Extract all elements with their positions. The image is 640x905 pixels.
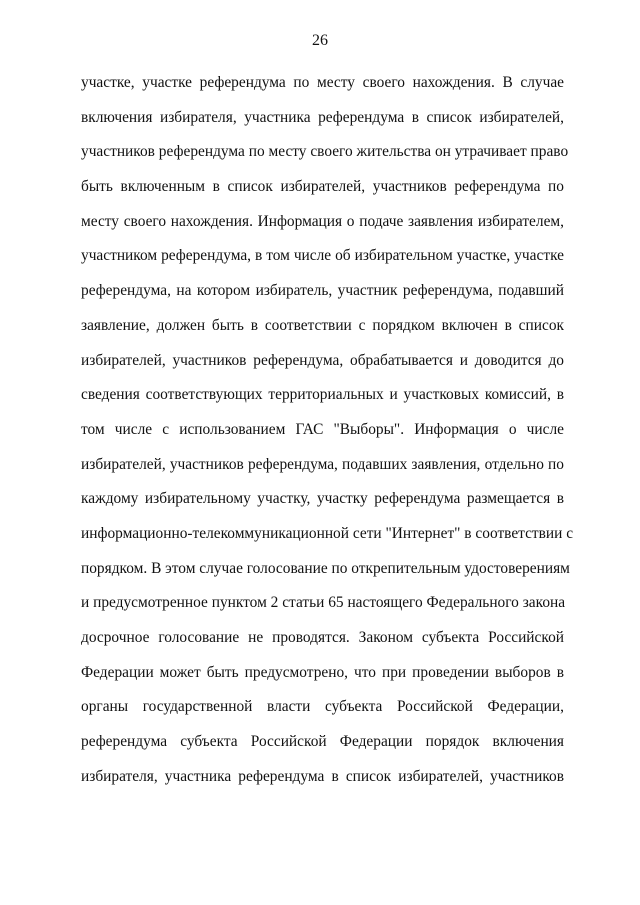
text-line: участником референдума, в том числе об избирательном участке, участке xyxy=(81,247,564,265)
text-line: сведения соответствующих территориальных и участковых комиссий, в xyxy=(81,386,564,404)
page-number: 26 xyxy=(312,32,328,49)
text-line: органы государственной власти субъекта Российской Федерации, xyxy=(81,698,564,716)
text-line: избирателя, участника референдума в список избирателей, участников xyxy=(81,767,564,785)
text-line: включения избирателя, участника референдума в список избирателей, xyxy=(81,108,564,126)
text-line: информационно-телекоммуникационной сети "Интернет" в соответствии с xyxy=(81,524,574,542)
text-line: референдума субъекта Российской Федерации порядок включения xyxy=(81,733,564,751)
text-line: том числе с использованием ГАС "Выборы". Информация о числе xyxy=(81,420,564,438)
text-line: участке, участке референдума по месту своего нахождения. В случае xyxy=(81,74,564,91)
text-line: Федерации может быть предусмотрено, что при проведении выборов в xyxy=(81,663,564,681)
text-line: порядком. В этом случае голосование по открепительным удостоверениям xyxy=(81,559,570,577)
text-line: референдума, на котором избиратель, участник референдума, подавший xyxy=(81,282,564,300)
text-line: участников референдума по месту своего жительства он утрачивает право xyxy=(81,143,569,161)
text-line: заявление, должен быть в соответствии с порядком включен в список xyxy=(81,316,564,334)
text-line: месту своего нахождения. Информация о подаче заявления избирателем, xyxy=(81,212,564,230)
text-line: избирателей, участников референдума, обрабатывается и доводится до xyxy=(81,351,564,369)
text-line: и предусмотренное пунктом 2 статьи 65 настоящего Федерального закона xyxy=(81,594,566,612)
body-text xyxy=(81,66,574,794)
text-line: избирателей, участников референдума, подавших заявления, отдельно по xyxy=(81,455,564,473)
text-line: быть включенным в список избирателей, участников референдума по xyxy=(81,178,564,196)
text-line: досрочное голосование не проводятся. Законом субъекта Российской xyxy=(81,629,564,646)
text-line: каждому избирательному участку, участку референдума размещается в xyxy=(81,490,564,508)
